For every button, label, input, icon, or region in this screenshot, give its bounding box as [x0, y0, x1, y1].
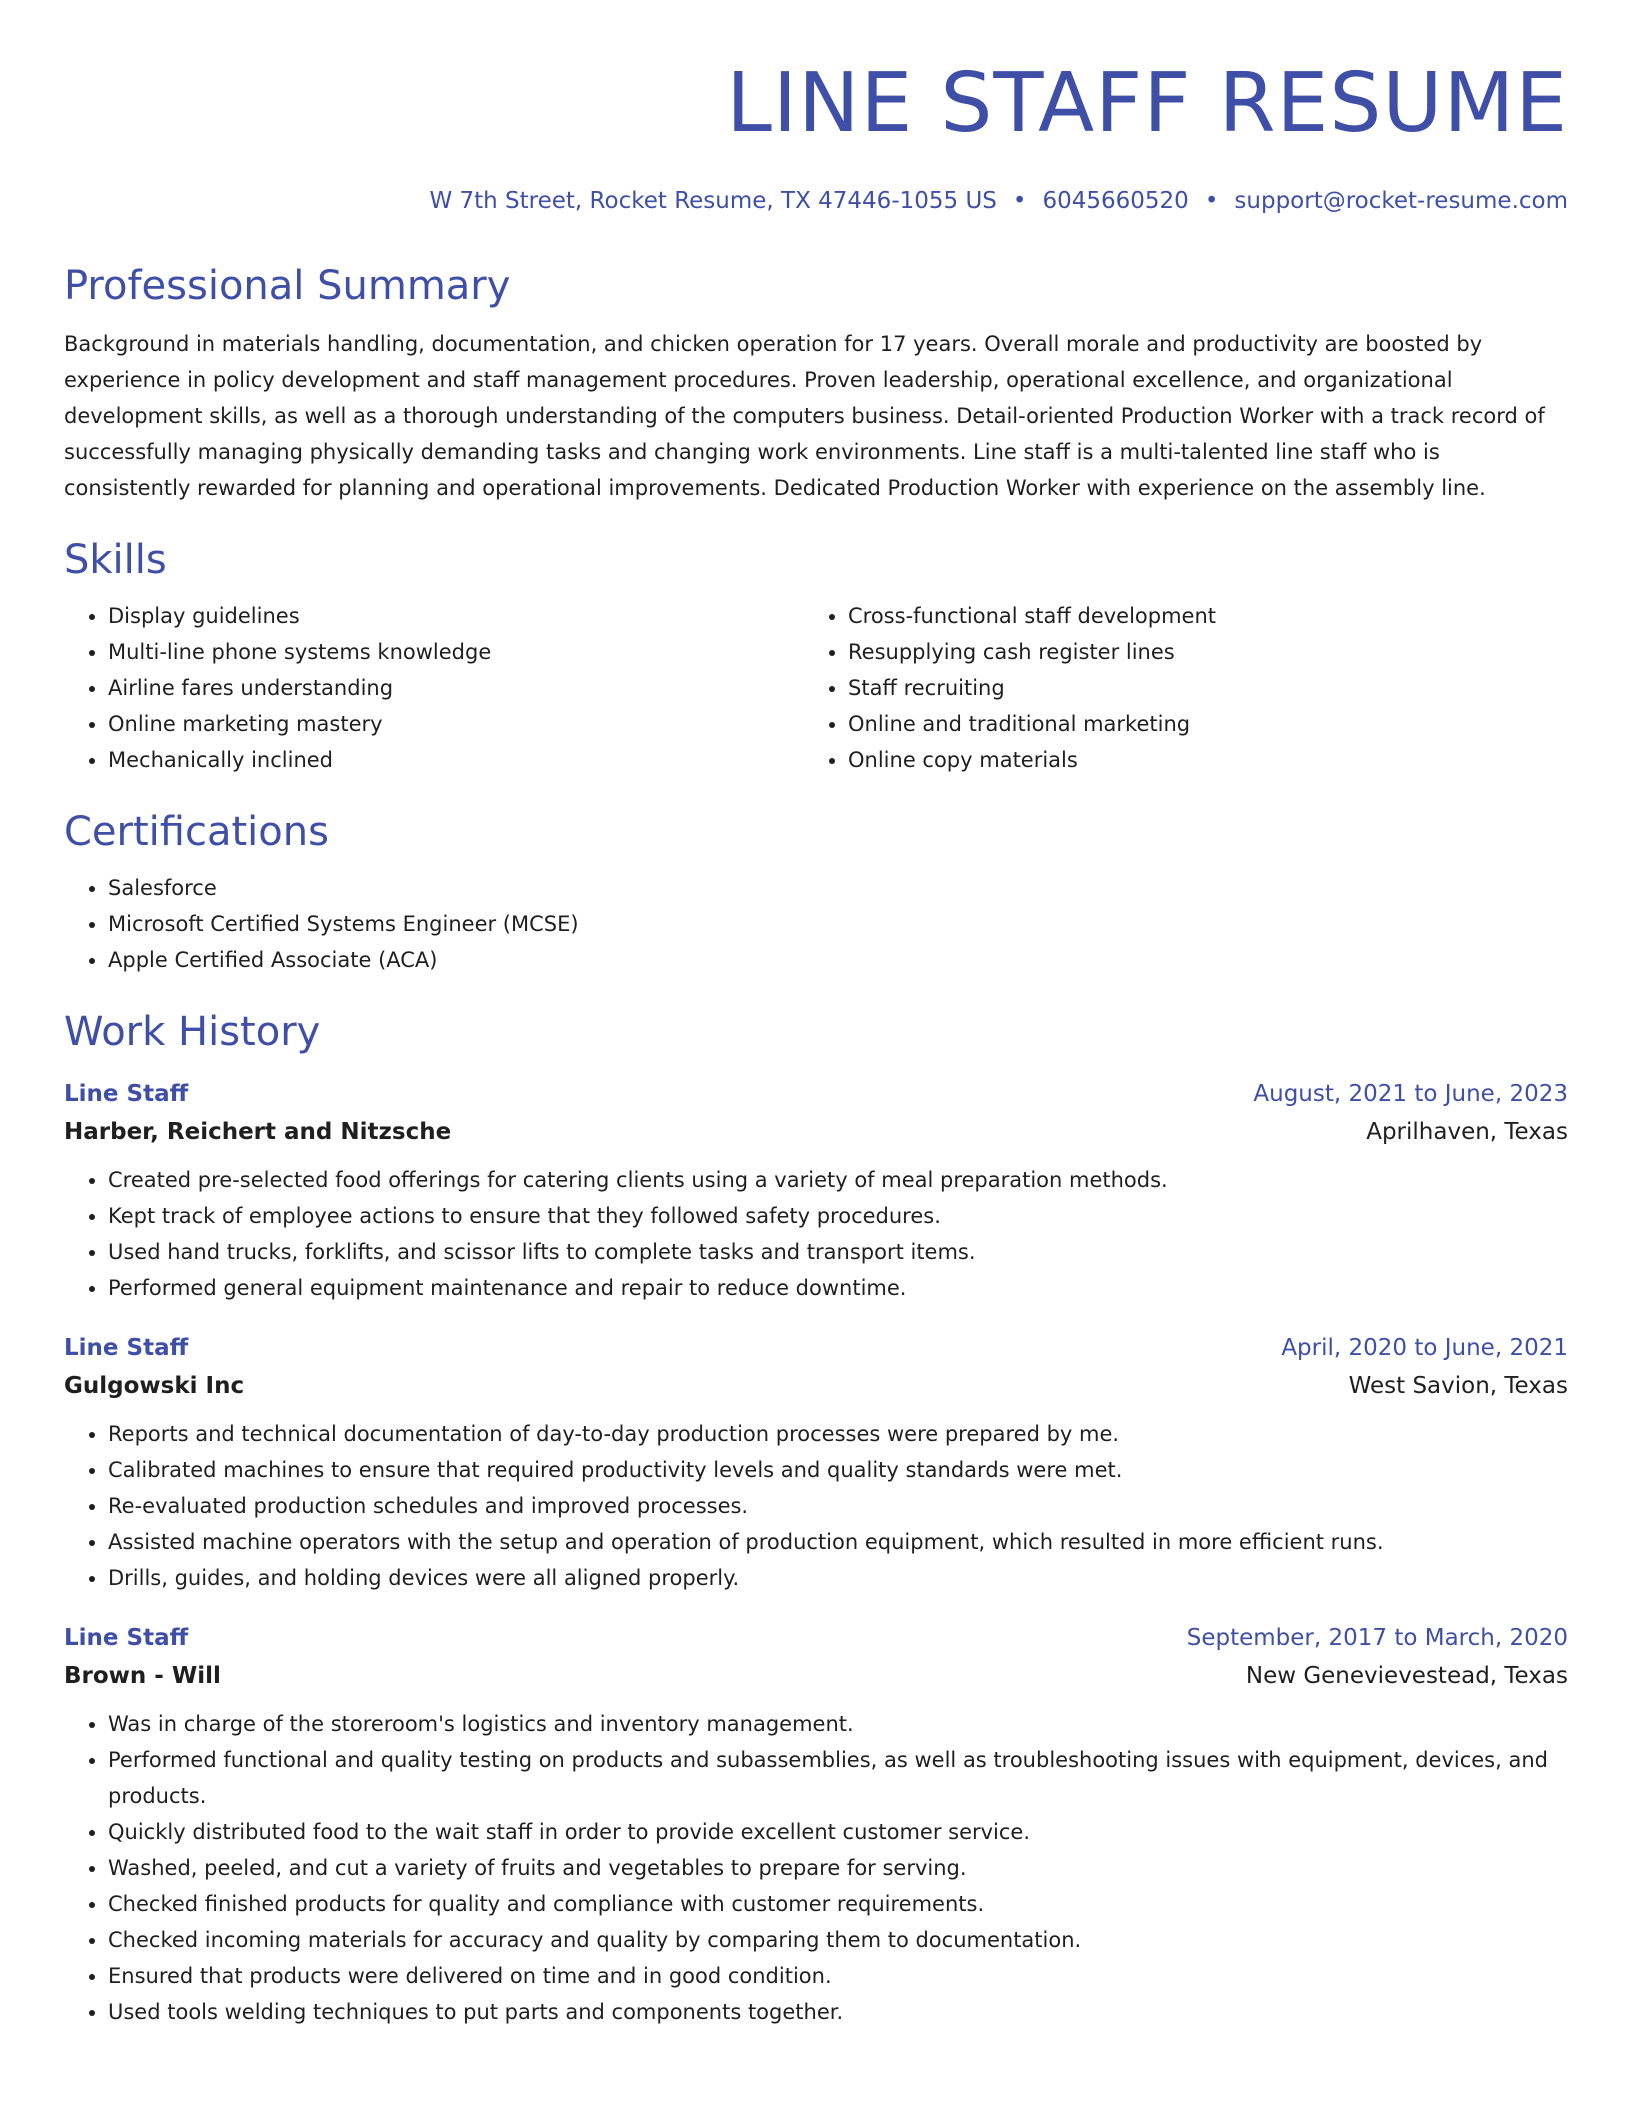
skill-item: • Online copy materials — [848, 742, 1544, 778]
contact-separator: • — [1012, 188, 1027, 214]
contact-separator: • — [1204, 188, 1219, 214]
job-bullet: • Ensured that products were delivered on time and in good condition. — [108, 1958, 1568, 1994]
job-bullet: • Drills, guides, and holding devices were all aligned properly. — [108, 1560, 1568, 1596]
contact-address: W 7th Street, Rocket Resume, TX 47446-1055 US — [429, 188, 997, 214]
skills-column-left — [64, 584, 804, 778]
job-bullet: • Kept track of employee actions to ensure that they followed safety procedures. — [108, 1198, 1568, 1234]
job-title-row — [64, 1330, 1568, 1366]
job-dates: September, 2017 to March, 2020 — [1186, 1625, 1568, 1651]
job-title: Line Staff — [64, 1081, 189, 1107]
skills-list-right — [804, 598, 1544, 778]
job-company-row — [64, 1112, 1568, 1152]
job-bullet: • Quickly distributed food to the wait staff in order to provide excellent customer service. — [108, 1814, 1568, 1850]
job-entry — [64, 1330, 1568, 1596]
skill-item: • Online marketing mastery — [108, 706, 804, 742]
job-company: Harber, Reichert and Nitzsche — [64, 1119, 452, 1145]
job-dates: August, 2021 to June, 2023 — [1253, 1081, 1568, 1107]
job-dates: April, 2020 to June, 2021 — [1281, 1335, 1568, 1361]
job-bullet: • Assisted machine operators with the setup and operation of production equipment, which resulted in more efficient runs. — [108, 1524, 1568, 1560]
job-bullet: • Calibrated machines to ensure that required productivity levels and quality standards were met. — [108, 1452, 1568, 1488]
work-history-section — [64, 1008, 1568, 2030]
job-bullet: • Used hand trucks, forklifts, and scissor lifts to complete tasks and transport items. — [108, 1234, 1568, 1270]
job-location: West Savion, Texas — [1348, 1373, 1568, 1399]
job-bullet: • Washed, peeled, and cut a variety of fruits and vegetables to prepare for serving. — [108, 1850, 1568, 1886]
job-entry — [64, 1076, 1568, 1306]
job-bullet: • Reports and technical documentation of day-to-day production processes were prepared by me. — [108, 1416, 1568, 1452]
contact-line — [64, 186, 1568, 216]
job-bullet: • Checked incoming materials for accuracy and quality by comparing them to documentation. — [108, 1922, 1568, 1958]
certifications-section — [64, 808, 1568, 978]
job-bullet: • Performed functional and quality testing on products and subassemblies, as well as troubleshooting issues with equipment, devices, and products. — [108, 1742, 1568, 1814]
job-bullet: • Performed general equipment maintenance and repair to reduce downtime. — [108, 1270, 1568, 1306]
skill-item: • Multi-line phone systems knowledge — [108, 634, 804, 670]
skill-item: • Resupplying cash register lines — [848, 634, 1544, 670]
job-bullet: • Re-evaluated production schedules and improved processes. — [108, 1488, 1568, 1524]
job-company-row — [64, 1366, 1568, 1406]
resume-header — [64, 56, 1568, 216]
job-location: Aprilhaven, Texas — [1366, 1119, 1568, 1145]
job-bullet: • Created pre-selected food offerings for catering clients using a variety of meal preparation methods. — [108, 1162, 1568, 1198]
skill-item: • Airline fares understanding — [108, 670, 804, 706]
skills-grid — [64, 584, 1568, 778]
job-title-row — [64, 1620, 1568, 1656]
job-title-row — [64, 1076, 1568, 1112]
certification-item: • Microsoft Certified Systems Engineer (MCSE) — [108, 906, 1568, 942]
job-bullet: • Was in charge of the storeroom's logistics and inventory management. — [108, 1706, 1568, 1742]
section-heading-certifications: Certifications — [64, 809, 329, 855]
job-company-row — [64, 1656, 1568, 1696]
job-title: Line Staff — [64, 1625, 189, 1651]
job-company: Gulgowski Inc — [64, 1373, 245, 1399]
skill-item: • Display guidelines — [108, 598, 804, 634]
job-bullets — [64, 1162, 1568, 1306]
professional-summary-section — [64, 262, 1568, 506]
summary-paragraph: Background in materials handling, documentation, and chicken operation for 17 years. Overall morale and productivity are boosted by experience in policy development and staff management procedures. Proven leadership, operational excellence, and organizational development skills, as well as a thorough understanding of the computers business. Detail-oriented Production Worker with a track record of successfully managing physically demanding tasks and changing work environments. Line staff is a multi-talented line staff who is consistently rewarded for planning and operational improvements. Dedicated Production Worker with experience on the assembly line. — [64, 332, 1545, 500]
skill-item: • Mechanically inclined — [108, 742, 804, 778]
section-heading-work-history: Work History — [64, 1009, 321, 1055]
section-heading-skills: Skills — [64, 537, 167, 583]
job-title: Line Staff — [64, 1335, 189, 1361]
job-entry — [64, 1620, 1568, 2030]
job-company: Brown - Will — [64, 1663, 221, 1689]
job-bullet: • Checked finished products for quality and compliance with customer requirements. — [108, 1886, 1568, 1922]
skills-list-left — [64, 598, 804, 778]
skill-item: • Staff recruiting — [848, 670, 1544, 706]
section-heading-summary: Professional Summary — [64, 263, 511, 309]
certification-item: • Apple Certified Associate (ACA) — [108, 942, 1568, 978]
job-bullets — [64, 1706, 1568, 2030]
contact-email[interactable]: support@rocket-resume.com — [1234, 188, 1568, 214]
certification-item: • Salesforce — [108, 870, 1568, 906]
job-bullets — [64, 1416, 1568, 1596]
skill-item: • Online and traditional marketing — [848, 706, 1544, 742]
certifications-list — [64, 870, 1568, 978]
resume-title: LINE STAFF RESUME — [726, 56, 1568, 151]
job-bullet: • Used tools welding techniques to put parts and components together. — [108, 1994, 1568, 2030]
job-location: New Genevievestead, Texas — [1245, 1663, 1568, 1689]
contact-phone[interactable]: 6045660520 — [1042, 188, 1189, 214]
skill-item: • Cross-functional staff development — [848, 598, 1544, 634]
skills-column-right — [804, 584, 1544, 778]
skills-section — [64, 536, 1568, 778]
